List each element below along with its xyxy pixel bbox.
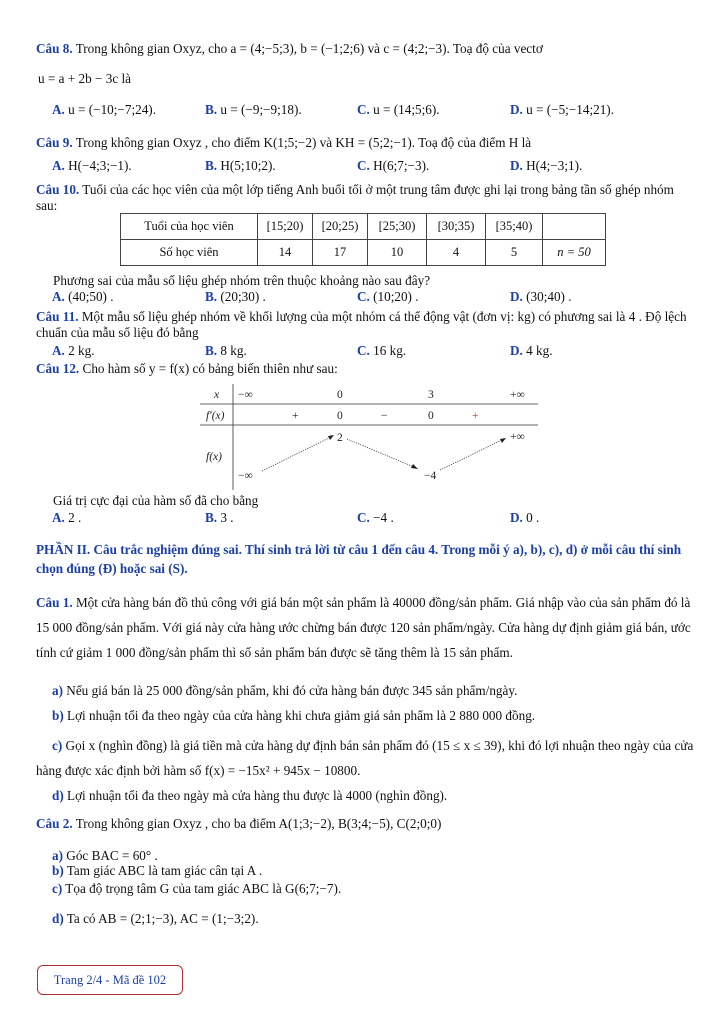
question-9-stem: Trong không gian Oxyz , cho điểm K(1;5;−2) và KH = (5;2;−1). Toạ độ của điểm H là: [72, 135, 532, 150]
table-cell: [20;25): [313, 214, 368, 240]
bbt-arrow-down: [347, 439, 414, 467]
bbt-x-label: x: [214, 389, 220, 401]
part2-question-2-stem: Trong không gian Oxyz , cho ba điểm A(1;3;−2), B(3;4;−5), C(2;0;0): [72, 816, 442, 831]
bbt-x-value: −∞: [238, 389, 253, 401]
table-row: [121, 214, 606, 240]
table-cell: n = 50: [543, 240, 606, 266]
bbt-sign: +: [472, 410, 479, 422]
table-cell: Tuổi của học viên: [121, 214, 258, 240]
bbt-arrowhead: [328, 435, 334, 440]
part2-question-1: [36, 590, 695, 665]
question-11-number: Câu 11.: [36, 309, 79, 324]
q12-option-a[interactable]: A. 2 .: [52, 510, 82, 525]
question-8-number: Câu 8.: [36, 41, 73, 56]
q9-option-d[interactable]: D. H(4;−3;1).: [510, 158, 583, 173]
p2q1-item-d: d) Lợi nhuận tối đa theo ngày mà cửa hàng thu được là 4000 (nghìn đồng).: [52, 788, 448, 803]
bbt-f-value: +∞: [510, 431, 525, 443]
part2-question-2-number: Câu 2.: [36, 816, 73, 831]
table-cell: 14: [258, 240, 313, 266]
bbt-arrow-up: [262, 437, 331, 471]
q9-option-a[interactable]: A. H(−4;3;−1).: [52, 158, 132, 173]
q11-option-d[interactable]: D. 4 kg.: [510, 343, 553, 358]
table-row: [121, 240, 606, 266]
question-8-stem: Trong không gian Oxyz, cho a = (4;−5;3), b = (−1;2;6) và c = (4;2;−3). Toạ độ của vectơ: [72, 41, 543, 56]
question-12-question: Giá trị cực đại của hàm số đã cho bằng: [53, 493, 259, 508]
p2q2-item-b: b) Tam giác ABC là tam giác cân tại A .: [52, 863, 263, 878]
bbt-fprime-label: f′(x): [206, 410, 225, 422]
question-12: [36, 360, 695, 377]
q10-option-c[interactable]: C. (10;20) .: [357, 289, 419, 304]
question-9: [36, 134, 695, 151]
variation-table: [200, 384, 538, 490]
bbt-sign: 0: [337, 410, 343, 422]
bbt-x-value: +∞: [510, 389, 525, 401]
p2q1-item-b: b) Lợi nhuận tối đa theo ngày của cửa hàng khi chưa giảm giá sản phẩm là 2 880 000 đồng.: [52, 708, 536, 723]
table-cell: Số học viên: [121, 240, 258, 266]
bbt-f-value: −∞: [238, 470, 253, 482]
bbt-sign: +: [292, 410, 299, 422]
bbt-arrow-up: [440, 440, 502, 470]
q12-option-d[interactable]: D. 0 .: [510, 510, 540, 525]
bbt-sign: −: [381, 410, 388, 422]
question-11: [36, 309, 695, 341]
q8-option-d[interactable]: D. u = (−5;−14;21).: [510, 102, 615, 117]
q11-option-c[interactable]: C. 16 kg.: [357, 343, 407, 358]
table-cell: 4: [427, 240, 486, 266]
q12-option-c[interactable]: C. −4 .: [357, 510, 394, 525]
bbt-sign: 0: [428, 410, 434, 422]
question-10-number: Câu 10.: [36, 182, 80, 197]
question-11-stem: Một mẫu số liệu ghép nhóm về khối lượng của một nhóm cá thể động vật (đơn vị: kg) có phương sai là 4 . Độ lệch chuẩn của mẫu số liệu đó bằng: [36, 309, 687, 341]
bbt-arrowhead: [411, 464, 418, 469]
page-footer: Trang 2/4 - Mã đề 102: [37, 965, 183, 995]
q9-option-c[interactable]: C. H(6;7;−3).: [357, 158, 430, 173]
table-cell: [35;40): [486, 214, 543, 240]
q10-option-b[interactable]: B. (20;30) .: [205, 289, 266, 304]
question-12-stem: Cho hàm số y = f(x) có bảng biến thiên như sau:: [79, 361, 338, 376]
p2q2-item-c: c) Tọa độ trọng tâm G của tam giác ABC là G(6;7;−7).: [52, 881, 342, 896]
part-2-title: PHẦN II. Câu trắc nghiệm đúng sai. Thí sinh trả lời từ câu 1 đến câu 4. Trong mỗi ý a), b), c), d) ở mỗi câu thí sinh chọn đúng (Đ) hoặc sai (S).: [36, 542, 682, 577]
table-cell: 5: [486, 240, 543, 266]
q10-option-d[interactable]: D. (30;40) .: [510, 289, 572, 304]
part2-question-1-number: Câu 1.: [36, 595, 73, 610]
q11-option-a[interactable]: A. 2 kg.: [52, 343, 95, 358]
part2-question-1-stem: Một cửa hàng bán đồ thủ công với giá bán một sản phẩm là 40000 đồng/sản phẩm. Giá nhập vào của sản phẩm đó là 15 000 đồng/sản phẩm. Với giá này cửa hàng ước chừng bán được 120 sản phẩm/ngày. Cửa hàng dự định giảm giá bán, ước tính cứ giảm 1 000 đồng/sản phẩm thì số sản phẩm bán được sẽ tăng thêm là 15 sản phẩm.: [36, 595, 691, 661]
question-8: [36, 40, 695, 57]
q10-option-a[interactable]: A. (40;50) .: [52, 289, 114, 304]
part2-question-2: [36, 815, 695, 832]
question-8-stem-2: u = a + 2b − 3c là: [38, 71, 131, 86]
frequency-table: [120, 213, 606, 266]
table-cell: [15;20): [258, 214, 313, 240]
table-cell: 17: [313, 240, 368, 266]
question-9-number: Câu 9.: [36, 135, 73, 150]
question-12-number: Câu 12.: [36, 361, 80, 376]
question-10-question: Phương sai của mẫu số liệu ghép nhóm trên thuộc khoảng nào sau đây?: [53, 273, 431, 288]
q8-option-a[interactable]: A. u = (−10;−7;24).: [52, 102, 157, 117]
bbt-f-label: f(x): [206, 451, 222, 463]
q12-option-b[interactable]: B. 3 .: [205, 510, 234, 525]
bbt-x-value: 3: [428, 389, 434, 401]
p2q2-item-d: d) Ta có AB = (2;1;−3), AC = (1;−3;2).: [52, 911, 259, 926]
bbt-x-value: 0: [337, 389, 343, 401]
q11-option-b[interactable]: B. 8 kg.: [205, 343, 247, 358]
bbt-arrowhead: [500, 438, 506, 443]
q8-option-c[interactable]: C. u = (14;5;6).: [357, 102, 440, 117]
question-10: [36, 182, 695, 214]
p2q2-item-a: a) Góc BAC = 60° .: [52, 848, 158, 863]
q8-option-b[interactable]: B. u = (−9;−9;18).: [205, 102, 302, 117]
question-10-stem: Tuổi của các học viên của một lớp tiếng Anh buổi tối ở một trung tâm được ghi lại trong bảng tần số ghép nhóm sau:: [36, 182, 674, 214]
q9-option-b[interactable]: B. H(5;10;2).: [205, 158, 276, 173]
p2q1-item-a: a) Nếu giá bán là 25 000 đồng/sản phẩm, khi đó cửa hàng bán được 345 sản phẩm/ngày.: [52, 683, 518, 698]
bbt-f-value: 2: [337, 432, 343, 444]
table-cell: [543, 214, 606, 240]
bbt-f-value: −4: [424, 470, 437, 482]
table-cell: 10: [368, 240, 427, 266]
p2q1-item-c: c) Gọi x (nghìn đồng) là giá tiền mà cửa hàng dự định bán sản phẩm đó (15 ≤ x ≤ 39), khi đó lợi nhuận theo ngày của cửa hàng được xác định bởi hàm số f(x) = −15x² + 945x − 10800.: [36, 738, 694, 779]
table-cell: [25;30): [368, 214, 427, 240]
table-cell: [30;35): [427, 214, 486, 240]
